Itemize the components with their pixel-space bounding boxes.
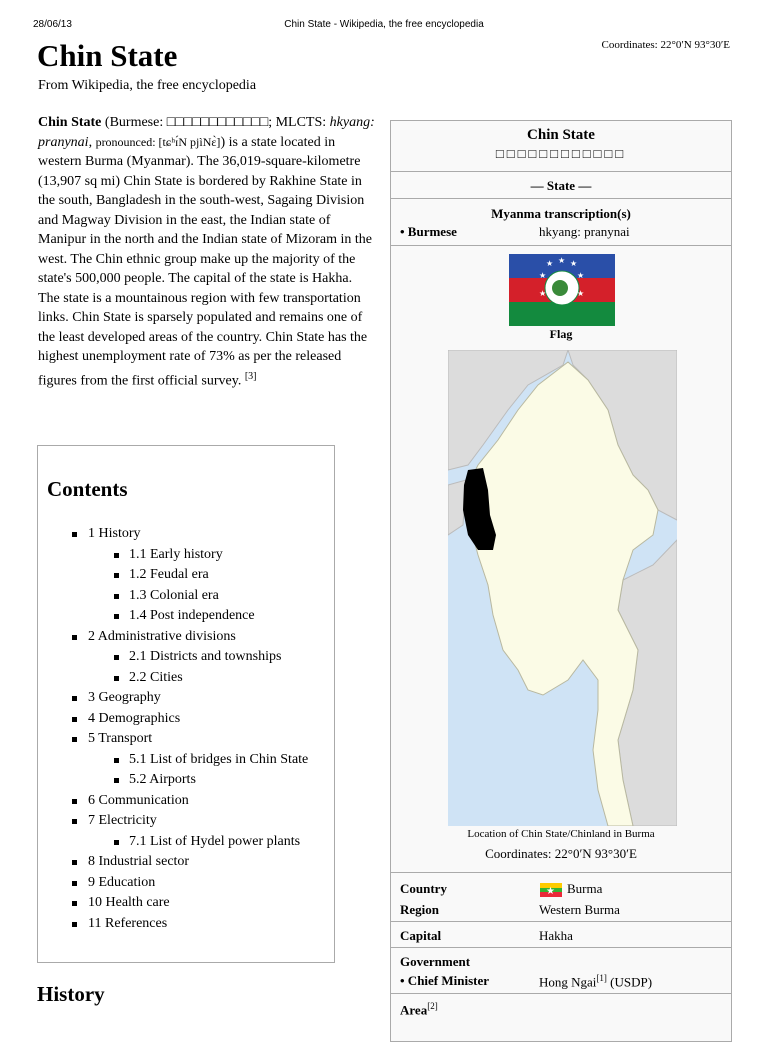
intro-bold-term: Chin State xyxy=(38,115,102,130)
section-heading-history: History xyxy=(37,982,105,1006)
infobox-chief-minister-value xyxy=(539,973,652,990)
print-date: 28/06/13 xyxy=(33,19,72,30)
divider xyxy=(391,921,731,922)
intro-paragraph xyxy=(38,113,376,391)
toc-item[interactable]: 5 Transport xyxy=(38,729,334,750)
svg-text:★: ★ xyxy=(577,289,585,298)
infobox-government-label: Government xyxy=(400,954,471,969)
infobox-burmese-value: hkyang: pranynai xyxy=(539,224,630,239)
chin-flag-image[interactable] xyxy=(509,254,615,326)
burma-flag-icon xyxy=(540,883,562,897)
toc-item[interactable]: 5.2 Airports xyxy=(38,770,334,791)
toc-item[interactable]: 8 Industrial sector xyxy=(38,852,334,873)
infobox-capital-value[interactable]: Hakha xyxy=(539,928,573,943)
toc-item[interactable]: 5.1 List of bridges in Chin State xyxy=(38,750,334,771)
svg-text:★: ★ xyxy=(577,271,585,280)
svg-text:★: ★ xyxy=(558,256,566,265)
toc-item[interactable]: 6 Communication xyxy=(38,791,334,812)
infobox-country-label: Country xyxy=(400,881,447,896)
intro-pronunciation[interactable]: pronounced: [tɕʰɪ́N pjìNɛ̀] xyxy=(95,134,221,149)
toc-item[interactable]: 7.1 List of Hydel power plants xyxy=(38,832,334,853)
divider xyxy=(391,872,731,873)
infobox-chief-minister-label: • Chief Minister xyxy=(400,973,490,988)
coordinates-link[interactable]: Coordinates: 22°0′N 93°30′E xyxy=(601,39,730,51)
infobox-region-value[interactable]: Western Burma xyxy=(539,902,620,917)
toc-item[interactable]: 1.3 Colonial era xyxy=(38,586,334,607)
chief-minister-name[interactable]: Hong Ngai xyxy=(539,974,597,990)
map-coordinates-link[interactable]: Coordinates: 22°0′N 93°30′E xyxy=(485,846,637,861)
intro-mlcts: hkyang: pranynai xyxy=(38,115,375,150)
reference-link[interactable]: [3] xyxy=(244,370,257,382)
toc-list xyxy=(38,524,334,934)
infobox xyxy=(390,120,732,1042)
svg-text:★: ★ xyxy=(546,886,555,897)
toc-item[interactable]: 3 Geography xyxy=(38,688,334,709)
infobox-state-label: — State — xyxy=(530,178,592,193)
divider xyxy=(391,947,731,948)
toc-item[interactable]: 7 Electricity xyxy=(38,811,334,832)
svg-text:★: ★ xyxy=(546,259,554,268)
page-title: Chin State xyxy=(37,38,178,73)
intro-text-1: (Burmese: □□□□□□□□□□□□; xyxy=(101,115,273,130)
divider xyxy=(391,993,731,994)
flag-green-stripe xyxy=(509,302,615,326)
table-of-contents xyxy=(37,445,335,963)
reference-link[interactable]: [2] xyxy=(427,1001,438,1011)
flag-emblem-bird xyxy=(552,280,568,296)
toc-item[interactable]: 1.1 Early history xyxy=(38,545,334,566)
toc-item[interactable]: 11 References xyxy=(38,914,334,935)
divider xyxy=(391,171,731,172)
toc-item[interactable]: 2.2 Cities xyxy=(38,668,334,689)
intro-text-2: MLCTS: xyxy=(275,115,330,130)
flag-caption: Flag xyxy=(549,327,573,341)
page-subtitle: From Wikipedia, the free encyclopedia xyxy=(38,78,257,93)
chief-minister-party: (USDP) xyxy=(606,974,653,990)
infobox-native-name: □□□□□□□□□□□□ xyxy=(495,146,627,161)
intro-text-4: ) is a state located in western Burma (Myanmar). The 36,019-square-kilometre (13,907 sq mi) Chin State is bordered by Rakhine State in the south, Bangladesh in the south-west, Sagaing Division and Magway Division in the east, the Indian state of Manipur in the north and the Indian state of Mizoram in the west. The Chin ethnic group make up the majority of the state's 500,000 people. The capital of the state is Hakha. The state is a mountainous region with few transportation links. Chin State is sparsely populated and remains one of the least developed areas of the country. Chin State has the highest unemployment rate of 73% as per the released figures from the first official survey. xyxy=(38,134,372,389)
print-page-title: Chin State - Wikipedia, the free encyclopedia xyxy=(284,19,484,30)
svg-text:★: ★ xyxy=(539,271,547,280)
toc-item[interactable]: 1.4 Post independence xyxy=(38,606,334,627)
infobox-area-label xyxy=(400,1001,438,1018)
infobox-region-label: Region xyxy=(400,902,439,917)
reference-link[interactable]: [1] xyxy=(596,973,607,983)
infobox-capital-label: Capital xyxy=(400,928,442,943)
infobox-burmese-label: • Burmese xyxy=(400,224,457,239)
map-caption: Location of Chin State/Chinland in Burma xyxy=(467,828,655,840)
toc-item[interactable]: 2.1 Districts and townships xyxy=(38,647,334,668)
toc-item[interactable]: 10 Health care xyxy=(38,893,334,914)
toc-item[interactable]: 1.2 Feudal era xyxy=(38,565,334,586)
svg-text:★: ★ xyxy=(570,259,578,268)
divider xyxy=(391,245,731,246)
infobox-title: Chin State xyxy=(527,127,595,143)
intro-text-3: , xyxy=(88,134,96,150)
infobox-country-value[interactable]: Burma xyxy=(567,881,603,896)
toc-item[interactable]: 4 Demographics xyxy=(38,709,334,730)
svg-text:★: ★ xyxy=(539,289,547,298)
toc-item[interactable]: 2 Administrative divisions xyxy=(38,627,334,648)
area-label-text: Area xyxy=(400,1002,428,1018)
infobox-transcription-label: Myanma transcription(s) xyxy=(491,206,631,221)
toc-item[interactable]: 9 Education xyxy=(38,873,334,894)
location-map-image[interactable] xyxy=(448,350,677,826)
toc-item[interactable]: 1 History xyxy=(38,524,334,545)
divider xyxy=(391,198,731,199)
toc-title: Contents xyxy=(47,477,128,501)
